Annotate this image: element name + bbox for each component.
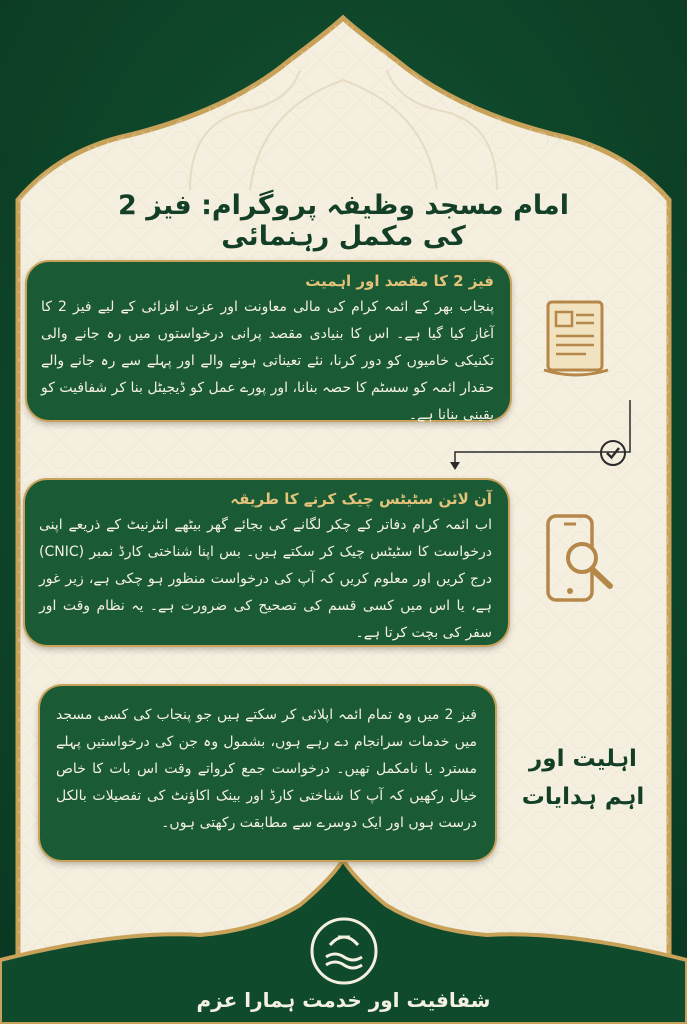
eligibility-heading: اہلیت اور اہم ہدایات [521,746,645,810]
page-title: امام مسجد وظیفہ پروگرام: فیز 2 کی مکمل رہنمائی [118,190,569,252]
footer-slogan: شفافیت اور خدمت ہمارا عزم [196,988,491,1012]
status-check-heading: آن لائن سٹیٹس چیک کرنے کا طریقہ [230,490,492,508]
check-circle-icon [598,438,628,468]
status-check-card [25,480,508,645]
purpose-heading: فیز 2 کا مقصد اور اہمیت [305,272,494,290]
phone-search-icon [542,512,620,604]
status-check-body: اب ائمہ کرام دفاتر کے چکر لگانے کی بجائے گھر بیٹھے انٹرنیٹ کے ذریعے اپنی درخواست کا سٹیٹس چیک کر سکتے ہیں۔ بس اپنا شناختی کارڈ نمبر (CNIC) درج کریں اور معلوم کریں کہ آپ کی درخواست منظور ہو چکی ہے، زیر غور ہے، یا اس میں کسی قسم کی تصحیح کی ضرورت ہے۔ یہ نظام وقت اور سفر کی بچت کرتا ہے۔ [39,517,492,641]
eligibility-body: فیز 2 میں وہ تمام ائمہ اپلائی کر سکتے ہیں جو پنجاب کی کسی مسجد میں خدمات سرانجام دے رہے ہوں، بشمول وہ جن کی درخواستیں پہلے مسترد یا نامکمل تھیں۔ درخواست جمع کرواتے وقت اس بات کا خاص خیال رکھیں کہ آپ کا شناختی کارڈ اور بینک اکاؤنٹ کی تفصیلات بالکل درست ہوں اور ایک دوسرے سے مطابقت رکھتی ہوں۔ [56,707,478,831]
punjab-emblem-icon [308,915,380,987]
document-icon [542,296,612,382]
purpose-card [27,262,510,423]
eligibility-card [40,686,495,860]
purpose-body: پنجاب بھر کے ائمہ کرام کی مالی معاونت اور عزت افزائی کے لیے فیز 2 کا آغاز کیا گیا ہے۔ اس کا بنیادی مقصد پرانی درخواستوں میں رہ جانے والی تکنیکی خامیوں کو دور کرنا، نئے تعیناتی ہونے والے اور پہلے سے رہ جانے والے حقدار ائمہ کو سسٹم کا حصہ بنانا، اور پورے عمل کو ڈیجیٹل بنا کر شفافیت کو یقینی بنانا ہے۔ [41,299,494,423]
